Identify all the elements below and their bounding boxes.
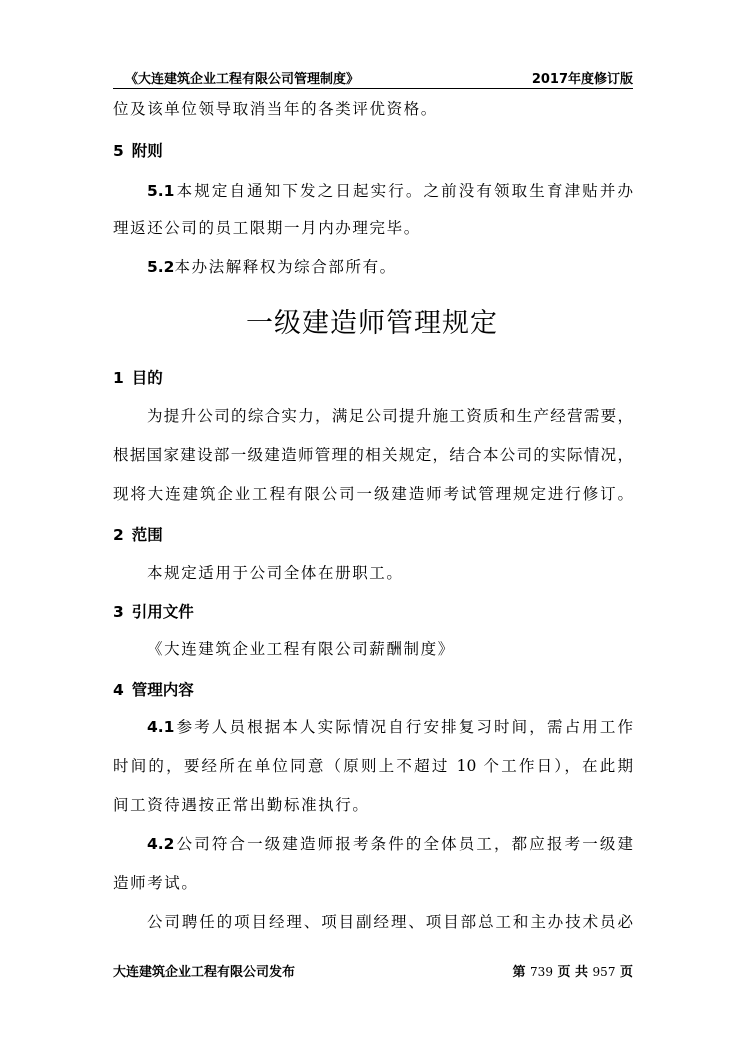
clause-text: 公司符合一级建造师报考条件的全体员工，都应报考一级建 — [174, 835, 633, 853]
clause-5-1-line — [147, 181, 633, 201]
section-number: 3 — [113, 603, 124, 621]
clause-number: 5.2 — [147, 258, 175, 276]
page-footer — [113, 961, 633, 981]
paragraph-line: 理返还公司的员工限期一月内办理完毕。 — [113, 219, 421, 237]
header-document-title: 《大连建筑企业工程有限公司管理制度》 — [125, 72, 360, 87]
page-header — [113, 66, 633, 86]
section-heading-1 — [113, 368, 163, 388]
clause-number: 4.1 — [147, 718, 175, 736]
clause-text: 参考人员根据本人实际情况自行安排复习时间，需占用工作 — [174, 718, 633, 736]
clause-text: 本规定自通知下发之日起实行。之前没有领取生育津贴并办 — [174, 182, 633, 200]
section-title: 目的 — [131, 369, 163, 387]
paragraph-line: 为提升公司的综合实力，满足公司提升施工资质和生产经营需要， — [147, 407, 633, 425]
section-title: 引用文件 — [131, 603, 194, 621]
section-number: 1 — [113, 369, 124, 387]
paragraph-line: 《大连建筑企业工程有限公司薪酬制度》 — [147, 640, 455, 658]
paragraph-line: 根据国家建设部一级建造师管理的相关规定，结合本公司的实际情况， — [113, 446, 633, 464]
paragraph-line: 本规定适用于公司全体在册职工。 — [147, 564, 404, 582]
section-title: 附则 — [131, 142, 163, 160]
paragraph-line: 位及该单位领导取消当年的各类评优资格。 — [113, 100, 438, 118]
clause-number: 5.1 — [147, 182, 175, 200]
footer-page-number — [513, 961, 634, 980]
clause-text: 本办法解释权为综合部所有。 — [174, 258, 397, 276]
section-number: 5 — [113, 142, 124, 160]
section-heading-2 — [113, 525, 163, 545]
section-number: 2 — [113, 526, 124, 544]
section-heading-4 — [113, 680, 194, 700]
paragraph-line: 时间的，要经所在单位同意（原则上不超过 10 个工作日），在此期 — [113, 757, 633, 775]
paragraph-line: 造师考试。 — [113, 874, 199, 892]
header-edition: 2017年度修订版 — [531, 72, 633, 87]
section-title: 范围 — [131, 526, 163, 544]
page-total: 957 — [592, 965, 616, 979]
paragraph-line: 现将大连建筑企业工程有限公司一级建造师考试管理规定进行修订。 — [113, 485, 633, 503]
paragraph-line: 公司聘任的项目经理、项目副经理、项目部总工和主办技术员必 — [147, 913, 633, 931]
page-prefix: 第 — [512, 965, 526, 980]
section-title: 管理内容 — [131, 681, 194, 699]
section-heading-3 — [113, 602, 194, 622]
document-title: 一级建造师管理规定 — [246, 308, 498, 339]
section-heading-5 — [113, 141, 163, 161]
page-mid: 页 共 — [557, 965, 589, 980]
header-divider — [113, 88, 633, 89]
clause-5-2-line — [147, 257, 397, 277]
page-current: 739 — [530, 965, 553, 979]
clause-4-2-line — [147, 834, 633, 854]
clause-4-1-line — [147, 717, 633, 737]
clause-number: 4.2 — [147, 835, 175, 853]
section-number: 4 — [113, 681, 124, 699]
paragraph-line: 间工资待遇按正常出勤标准执行。 — [113, 796, 370, 814]
page-suffix: 页 — [619, 965, 633, 980]
footer-publisher: 大连建筑企业工程有限公司发布 — [113, 965, 296, 980]
